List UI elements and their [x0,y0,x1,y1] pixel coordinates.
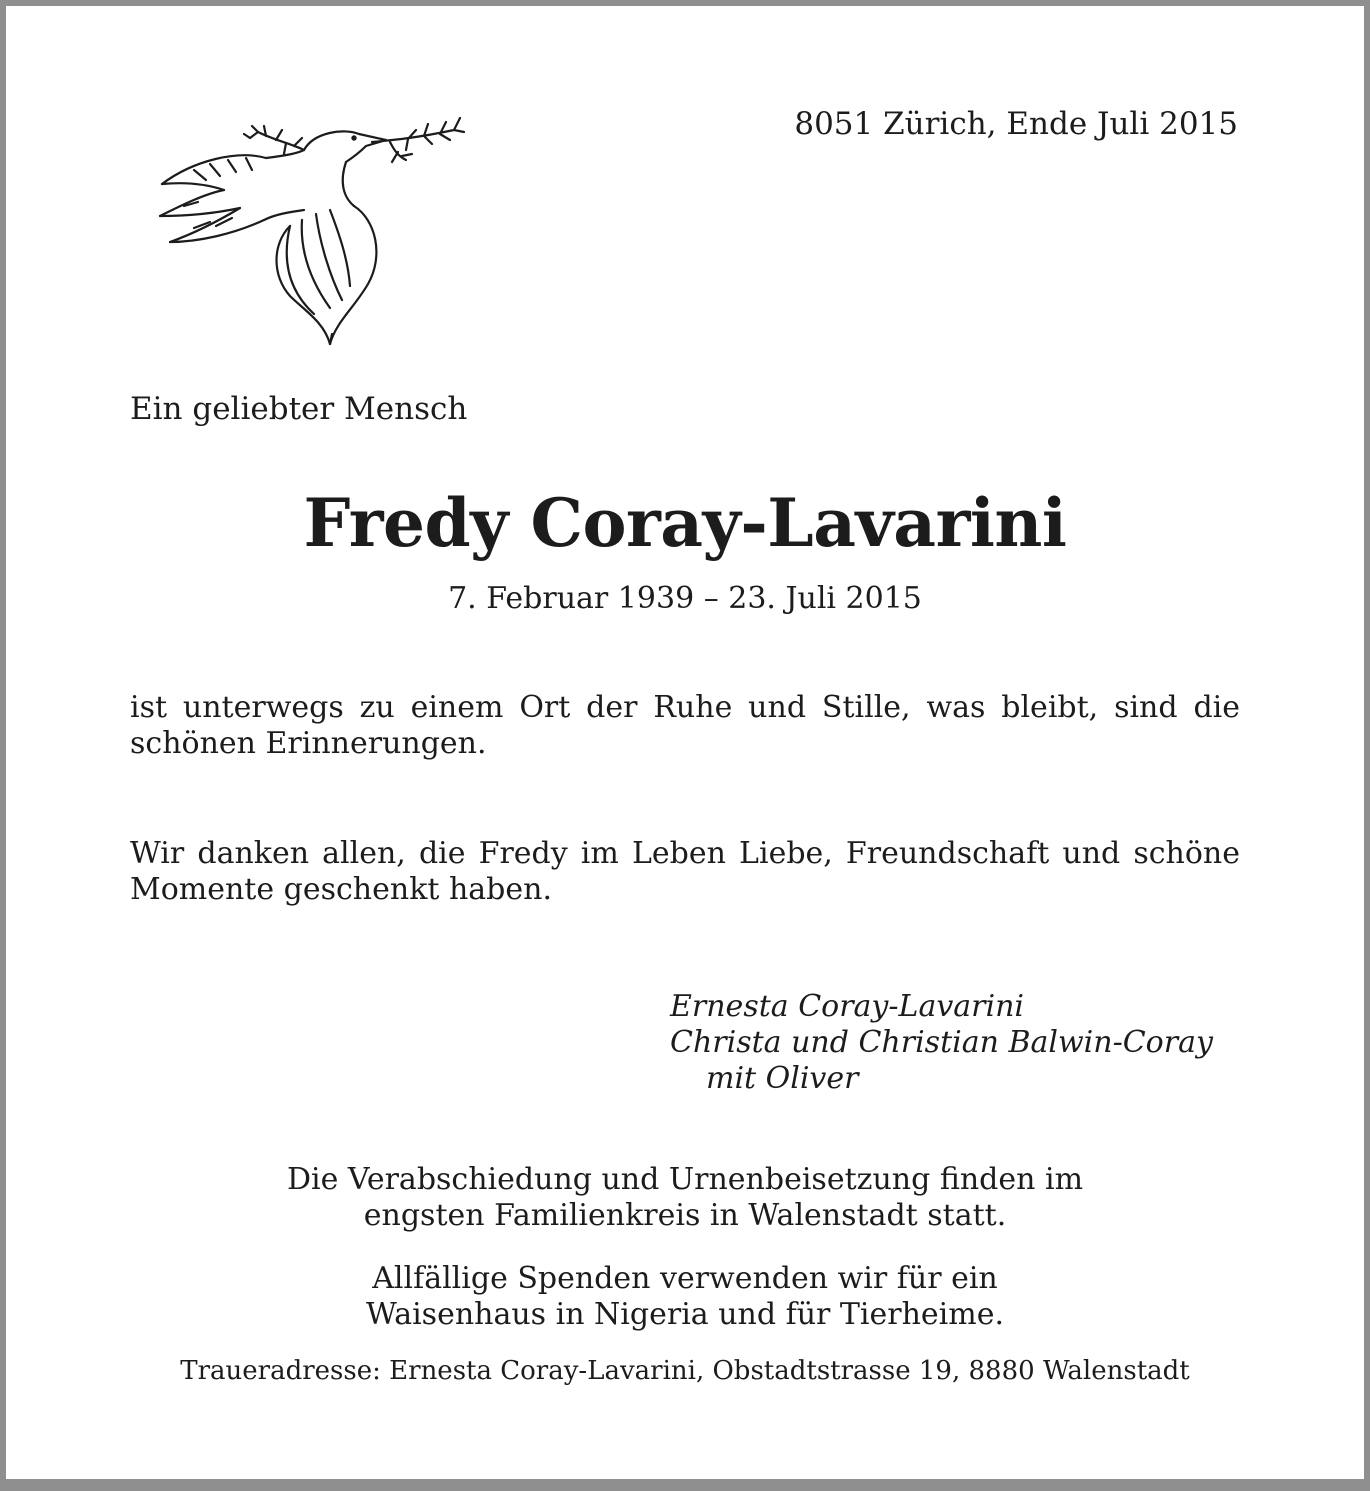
lifespan-dates: 7. Februar 1939 – 23. Juli 2015 [448,581,922,616]
donations-notice-line: Waisenhaus in Nigeria und für Tierheime. [365,1297,1005,1332]
memorial-paragraph-1: ist unterwegs zu einem Ort der Ruhe und Stille, was bleibt, sind die schönen Erinnerungen. [130,690,1240,761]
mourners-signature-block [670,989,1213,1097]
intro-line: Ein geliebter Mensch [130,391,468,427]
donations-notice-line: Allfällige Spenden verwenden wir für ein [372,1261,998,1296]
dove-with-olive-branch-icon [154,110,466,350]
funeral-notice [6,1162,1364,1234]
obituary-sheet [6,6,1364,1479]
funeral-notice-line: engsten Familienkreis in Walenstadt statt. [363,1198,1007,1233]
mourner-name: mit Oliver [706,1061,859,1096]
funeral-notice-line: Die Verabschiedung und Urnenbeisetzung finden im [286,1162,1084,1197]
donations-notice [6,1261,1364,1333]
deceased-name: Fredy Coray-Lavarini [303,484,1067,562]
mourning-address: Traueradresse: Ernesta Coray-Lavarini, Obstadtstrasse 19, 8880 Walenstadt [180,1356,1190,1386]
place-and-date: 8051 Zürich, Ende Juli 2015 [794,106,1238,142]
mourner-name: Ernesta Coray-Lavarini [670,989,1025,1024]
mourner-name: Christa und Christian Balwin-Coray [670,1025,1213,1060]
thanks-paragraph: Wir danken allen, die Fredy im Leben Liebe, Freundschaft und schöne Momente geschenkt haben. [130,836,1240,907]
